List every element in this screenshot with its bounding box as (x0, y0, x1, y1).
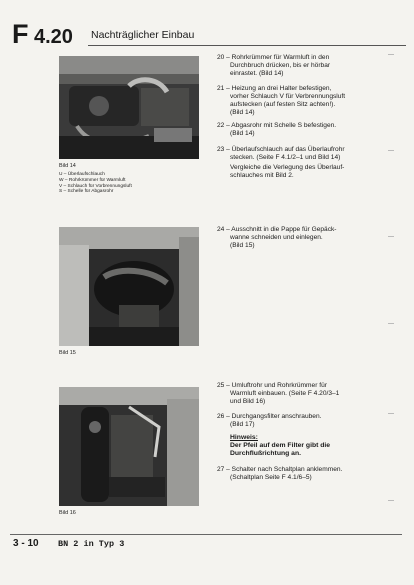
page-footer (10, 538, 405, 552)
step-23-note (230, 164, 344, 180)
step-line: 27 – Schalter nach Schaltplan anklemmen. (217, 466, 343, 473)
engine-bay-illustration (59, 56, 199, 159)
legend-item: V – Schlauch für Vorbrennungsluft (59, 183, 132, 189)
step-24 (217, 226, 337, 250)
step-line: 23 – Überlaufschlauch auf das Überlaufrohr (217, 146, 345, 153)
legend-item: S – Schelle für Abgasrohr (59, 189, 114, 195)
hint-box (230, 434, 330, 459)
step-line: Warmluft einbauen. (Seite F 4.20/3–1 (230, 390, 340, 397)
engine-bay-illustration (59, 227, 199, 346)
page-header (8, 18, 406, 48)
step-line: (Bild 14) (230, 109, 255, 116)
figure-15-photo (59, 227, 199, 346)
step-line: (Bild 14) (230, 130, 255, 137)
footer-rule (10, 534, 402, 535)
step-line: aufstecken (auf festen Sitz achten!). (230, 101, 336, 108)
step-line: vorher Schlauch V für Verbrennungsluft (230, 93, 346, 100)
figure-16-photo (59, 387, 199, 506)
step-21 (217, 85, 345, 117)
hint-line: Durchflußrichtung an. (230, 450, 301, 458)
margin-mark (388, 236, 394, 237)
step-line: 24 – Ausschnitt in die Pappe für Gepäck- (217, 226, 337, 233)
step-20 (217, 54, 330, 78)
step-line: stecken. (Seite F 4.1/2–1 und Bild 14) (230, 154, 341, 161)
step-line: (Bild 17) (230, 421, 255, 428)
figure-14-legend (59, 172, 132, 195)
legend-item: W – Rohrkrümmer für Warmluft (59, 177, 126, 183)
step-line: einrastet. (Bild 14) (230, 70, 284, 77)
margin-mark (388, 413, 394, 414)
step-27 (217, 466, 342, 482)
legend-item: U – Überlaufschlauch (59, 172, 105, 177)
step-23 (217, 146, 345, 162)
section-number: 4.20 (34, 26, 73, 48)
margin-mark (388, 500, 394, 501)
step-25 (217, 382, 339, 406)
step-26 (217, 413, 321, 429)
heater-installation-illustration (59, 387, 199, 506)
header-rule (88, 45, 406, 46)
step-22 (217, 122, 336, 138)
hint-heading: Hinweis: (230, 434, 258, 441)
step-line: 26 – Durchgangsfilter anschrauben. (217, 413, 322, 420)
step-line: 22 – Abgasrohr mit Schelle S befestigen. (217, 122, 337, 129)
margin-mark (388, 323, 394, 324)
margin-mark (388, 54, 394, 55)
section-letter: F (12, 19, 29, 49)
step-line: und Bild 16) (230, 398, 266, 405)
vehicle-type-label: BN 2 in Typ 3 (58, 539, 125, 549)
step-line: (Bild 15) (230, 242, 255, 249)
step-line: 21 – Heizung an drei Halter befestigen, (217, 85, 332, 92)
margin-mark (388, 150, 394, 151)
step-line: schlauches mit Bild 2. (230, 172, 294, 179)
figure-14-photo (59, 56, 199, 159)
step-line: wanne schneiden und einlegen. (230, 234, 323, 241)
figure-16-caption: Bild 16 (59, 510, 76, 516)
step-line: Vergleiche die Verlegung des Überlauf- (230, 164, 345, 171)
page-number: 3 - 10 (13, 538, 39, 549)
step-line: 25 – Umluftrohr und Rohrkrümmer für (217, 382, 327, 389)
step-line: Durchbruch drücken, bis er hörbar (230, 62, 331, 69)
step-line: 20 – Rohrkrümmer für Warmluft in den (217, 54, 330, 61)
figure-14-caption: Bild 14 (59, 163, 76, 169)
step-line: (Schaltplan Seite F 4.1/6–5) (230, 474, 312, 481)
section-title: Nachträglicher Einbau (91, 29, 195, 41)
hint-line: Der Pfeil auf dem Filter gibt die (230, 442, 331, 450)
figure-15-caption: Bild 15 (59, 350, 76, 356)
